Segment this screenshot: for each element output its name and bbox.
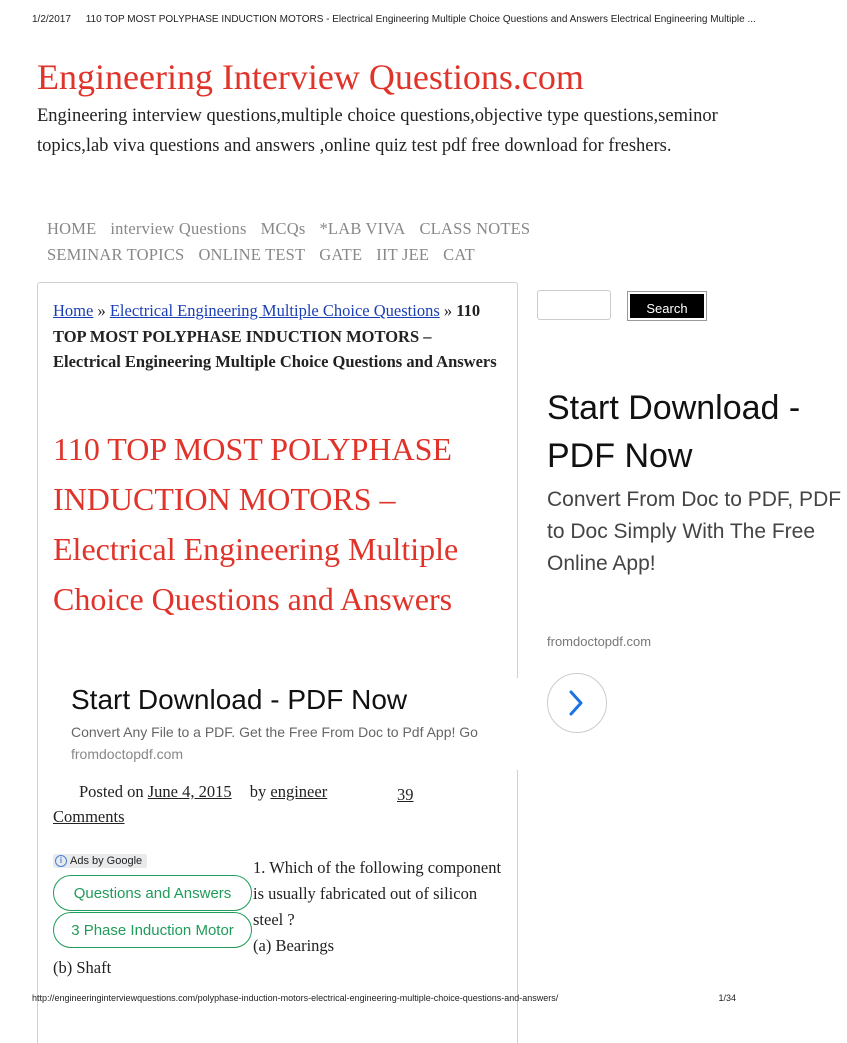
ad-headline[interactable]: Start Download - PDF Now [71, 684, 408, 715]
main-nav [47, 216, 607, 268]
post-title: 110 TOP MOST POLYPHASE INDUCTION MOTORS – Electrical Engineering Multiple Choice Questions and Answers [53, 431, 459, 617]
posted-on-label: Posted on [79, 782, 144, 801]
question-text: 1. Which of the following component is usually fabricated out of silicon steel ? [253, 858, 502, 929]
ad-link-questions-answers[interactable]: Questions and Answers [53, 875, 252, 911]
nav-item-lab-viva[interactable]: *LAB VIVA [319, 219, 406, 238]
nav-item-mcqs[interactable]: MCQs [260, 219, 306, 238]
question-1 [253, 855, 503, 959]
ad-banner[interactable] [53, 678, 533, 770]
breadcrumb-category[interactable]: Electrical Engineering Multiple Choice Questions [109, 301, 440, 320]
breadcrumb-separator-2: » [443, 301, 453, 320]
print-date: 1/2/2017 [32, 14, 71, 25]
nav-item-gate[interactable]: GATE [319, 245, 363, 264]
option-b: (b) Shaft [53, 958, 112, 977]
nav-item-iit-jee[interactable]: IIT JEE [376, 245, 430, 264]
post-author[interactable]: engineer [270, 782, 328, 801]
nav-item-cat[interactable]: CAT [443, 245, 475, 264]
nav-item-online-test[interactable]: ONLINE TEST [198, 245, 306, 264]
comments-label[interactable]: Comments [53, 807, 125, 826]
print-footer-url: http://engineeringinterviewquestions.com/polyphase-induction-motors-electrical-engineering-multiple-choice-questions-and-answers/ [32, 993, 559, 1003]
print-title: 110 TOP MOST POLYPHASE INDUCTION MOTORS - Electrical Engineering Multiple Choice Questions and Answers Electrical Engineering Multiple ... [85, 14, 756, 25]
ad-description[interactable]: Convert Any File to a PDF. Get the Free From Doc to Pdf App! Go [71, 724, 478, 740]
post-date[interactable]: June 4, 2015 [147, 782, 232, 801]
nav-item-home[interactable]: HOME [47, 219, 97, 238]
site-title[interactable]: Engineering Interview Questions.com [37, 57, 584, 97]
chevron-right-icon [565, 689, 587, 717]
search-button[interactable]: Search [628, 292, 706, 320]
nav-item-seminar-topics[interactable]: SEMINAR TOPICS [47, 245, 185, 264]
breadcrumb-home[interactable]: Home [53, 301, 94, 320]
info-icon: i [55, 855, 67, 867]
nav-item-class-notes[interactable]: CLASS NOTES [419, 219, 531, 238]
ads-by-google[interactable] [53, 854, 147, 868]
comments-count[interactable]: 39 [397, 785, 414, 804]
sidebar-ad-arrow-button[interactable] [547, 673, 607, 733]
sidebar-ad[interactable] [537, 380, 842, 740]
search-input[interactable] [537, 290, 611, 320]
nav-item-interview-questions[interactable]: interview Questions [110, 219, 247, 238]
ad-url[interactable]: fromdoctopdf.com [71, 746, 184, 762]
sidebar-ad-description[interactable]: Convert From Doc to PDF, PDF to Doc Simply With The Free Online App! [547, 488, 842, 575]
ads-by-google-label: Ads by Google [70, 855, 143, 867]
post-meta [53, 779, 423, 829]
sidebar-ad-headline[interactable]: Start Download - PDF Now [547, 389, 801, 475]
print-page-number: 1/34 [718, 993, 736, 1003]
print-header [32, 14, 756, 25]
breadcrumb-separator: » [97, 301, 106, 320]
ad-link-3-phase-induction-motor[interactable]: 3 Phase Induction Motor [53, 912, 252, 948]
sidebar-ad-url[interactable]: fromdoctopdf.com [547, 634, 652, 649]
site-tagline: Engineering interview questions,multiple choice questions,objective type questions,seminor topics,lab viva questions and answers ,online quiz test pdf free download for freshers. [37, 106, 718, 156]
by-label: by [249, 782, 267, 801]
breadcrumb [53, 298, 503, 375]
breadcrumb-current: 110 TOP MOST POLYPHASE INDUCTION MOTORS – Electrical Engineering Multiple Choice Questions and Answers [53, 301, 497, 371]
option-a: (a) Bearings [253, 936, 335, 955]
